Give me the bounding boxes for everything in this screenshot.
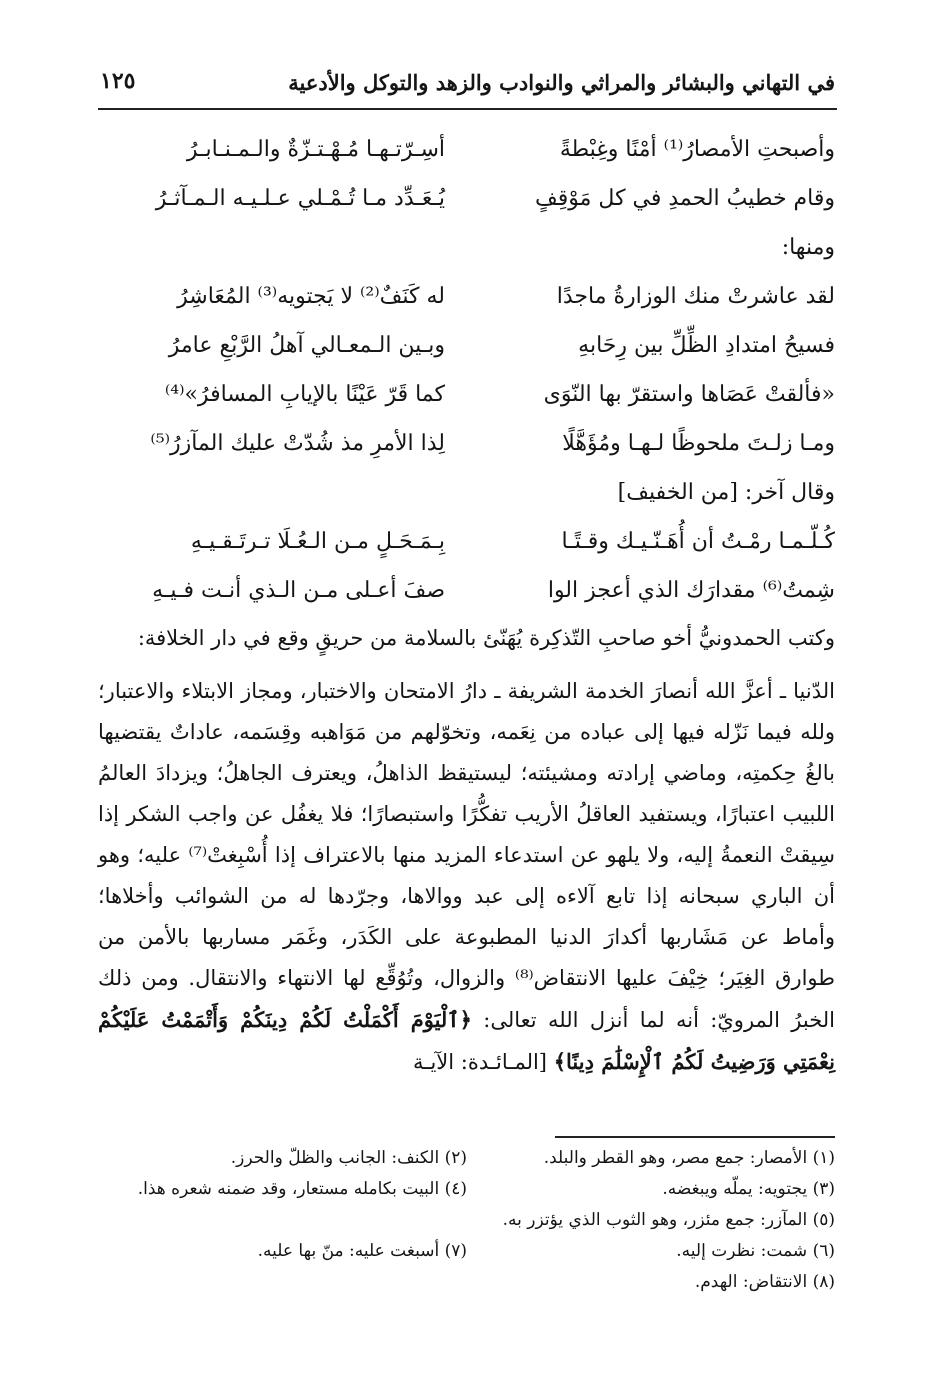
verse-line	[98, 275, 835, 324]
verse-second-hemistich: أسِـرّتـهـا مُـهْـتـزّةٌ والـمـنـابـرُ	[186, 137, 445, 162]
verse-second-hemistich: له كَنَفٌ⁽²⁾ لا يَجتويه⁽³⁾ المُعَاشِرُ	[177, 284, 445, 309]
footnote-row	[98, 1272, 835, 1303]
verse-first-hemistich: «فألقتْ عَصَاها واستقرّ بها النّوَى	[543, 382, 835, 407]
footnote: (٨) الانتقاض: الهدم.	[694, 1272, 835, 1292]
quran-verse: ﴿ٱلْيَوْمَ أَكْمَلْتُ لَكُمْ دِينَكُمْ وَأَتْمَمْتُ عَلَيْكُمْ نِعْمَتِي وَرَضِيتُ لَكُمُ ٱلْإِسْلَٰمَ دِينًا﴾	[98, 1007, 835, 1074]
section-label-akhar: وقال آخر: [من الخفيف]	[617, 480, 835, 505]
verse-line	[98, 324, 835, 373]
footnote: (٦) شمت: نظرت إليه.	[676, 1241, 835, 1261]
section-label-minha: ومنها:	[781, 235, 835, 260]
verse-line	[98, 520, 835, 569]
verse-second-hemistich: صفَ أعـلى مـن الـذي أنـت فـيـهِ	[152, 578, 445, 603]
footnote: (٢) الكنف: الجانب والظلّ والحرز.	[230, 1148, 467, 1168]
letter-paragraph	[98, 671, 835, 1083]
verse-first-hemistich: شِمتُ⁽⁶⁾ مقدارَك الذي أعجز الوا	[547, 578, 835, 603]
verse-first-hemistich: لقد عاشرتْ منك الوزارةُ ماجدًا	[556, 284, 835, 309]
verse-second-hemistich: كما قَرّ عَيْنًا بالإيابِ المسافرُ»⁽⁴⁾	[164, 382, 445, 407]
verse-line	[98, 422, 835, 471]
intro-paragraph: وكتب الحمدونيُّ أخو صاحبِ التّذكِرة يُهَنّئ بالسلامة من حريقٍ وقع في دار الخلافة:	[137, 626, 835, 650]
verse-second-hemistich: وبـين الـمعـالي آهلُ الرَّبْعِ عامرُ	[168, 333, 445, 358]
footnote-row	[98, 1241, 835, 1272]
footnote: (٥) المآزر: جمع مئزر، وهو الثوب الذي يؤتزر به.	[502, 1210, 835, 1230]
header-rule	[98, 108, 837, 110]
page-header	[100, 62, 835, 102]
footnote-rule	[555, 1136, 835, 1138]
verse-first-hemistich: ومـا زلـتَ ملحوظًا لـهـا ومُؤَهَّلًا	[562, 431, 835, 456]
verse-line	[98, 373, 835, 422]
verse-line	[98, 128, 835, 177]
footnote: (٧) أسبغت عليه: منّ بها عليه.	[257, 1241, 467, 1261]
main-text	[98, 128, 835, 1083]
footnote-row	[98, 1210, 835, 1241]
footnote-row	[98, 1148, 835, 1179]
running-title: في التهاني والبشائر والمراثي والنوادب والزهد والتوكل والأدعية	[288, 70, 835, 95]
quran-reference: [المـائـدة: الآيـة	[413, 1050, 548, 1074]
footnote: (١) الأمصار: جمع مصر، وهو القطر والبلد.	[543, 1148, 835, 1168]
verse-first-hemistich: كُـلّـمـا رمْـتُ أن أُهَـنّـيـك وقـتًـا	[561, 529, 835, 554]
verse-first-hemistich: فسيحُ امتدادِ الظِّلِّ بين رِحَابهِ	[578, 333, 835, 358]
footnote: (٣) يجتويه: يملّه ويبغضه.	[662, 1179, 835, 1199]
verse-line	[98, 569, 835, 618]
verse-second-hemistich: يُـعَـدِّد مـا تُـمْـلي عـلـيـه الـمـآثـرُ	[155, 186, 445, 211]
verse-line	[98, 177, 835, 226]
verse-second-hemistich: بِـمَـحَـلٍ مـن الـعُـلَا تـرتَـقـيـهِ	[190, 529, 445, 554]
verse-first-hemistich: وأصبحتِ الأمصارُ⁽¹⁾ أمْنًا وغِبْطةً	[559, 137, 835, 162]
footnotes	[98, 1148, 835, 1303]
verse-second-hemistich: لِذا الأمرِ مذ شُدّتْ عليك المآزرُ⁽⁵⁾	[150, 431, 445, 456]
page-number: ١٢٥	[100, 68, 136, 94]
verse-first-hemistich: وقام خطيبُ الحمدِ في كل مَوْقِفٍ	[534, 186, 835, 211]
footnote-row	[98, 1179, 835, 1210]
letter-text: الدّنيا ـ أعزَّ الله أنصارَ الخدمة الشريفة ـ دارُ الامتحان والاختبار، ومجاز الابتلاء والاعتبار؛ ولله فيما نَزّله فيها إلى عباده من نِعَمه، وتخوّلهم من مَوَاهبه وقِسَمه، عاداتٌ يقتضيها بالغُ حِكمتِه، وماضي إرادته ومشيئته؛ ليستيقظ الذاهلُ، ويعترف الجاهلُ؛ ويزدادَ العالمُ اللبيب اعتبارًا، ويستفيد العاقلُ الأريب تفكُّرًا واستبصارًا؛ فلا يغفُل عن واجب الشكر إذا سِيقتْ النعمةُ إليه، ولا يلهو عن استدعاء المزيد منها بالاعتراف إذا أُسْبِغتْ⁽⁷⁾ عليه؛ وهو أن الباري سبحانه إذا تابع آلاءه إلى عبد ووالاها، وجرّدها له من الشوائب وأخلاها؛ وأماط عن مَشَاربها أكدارَ الدنيا المطبوعة على الكَدَر، وغَمَر مساربها بالأمن من طوارق الغِيَر؛ خِيْفَ عليها الانتقاض⁽⁸⁾ والزوال، وتُوُقِّع لها الانتهاء والانتقال. ومن ذلك الخبرُ المرويّ: أنه لما أنزل الله تعالى:	[98, 679, 835, 1032]
footnote: (٤) البيت بكامله مستعار، وقد ضمنه شعره هذا.	[137, 1179, 467, 1199]
